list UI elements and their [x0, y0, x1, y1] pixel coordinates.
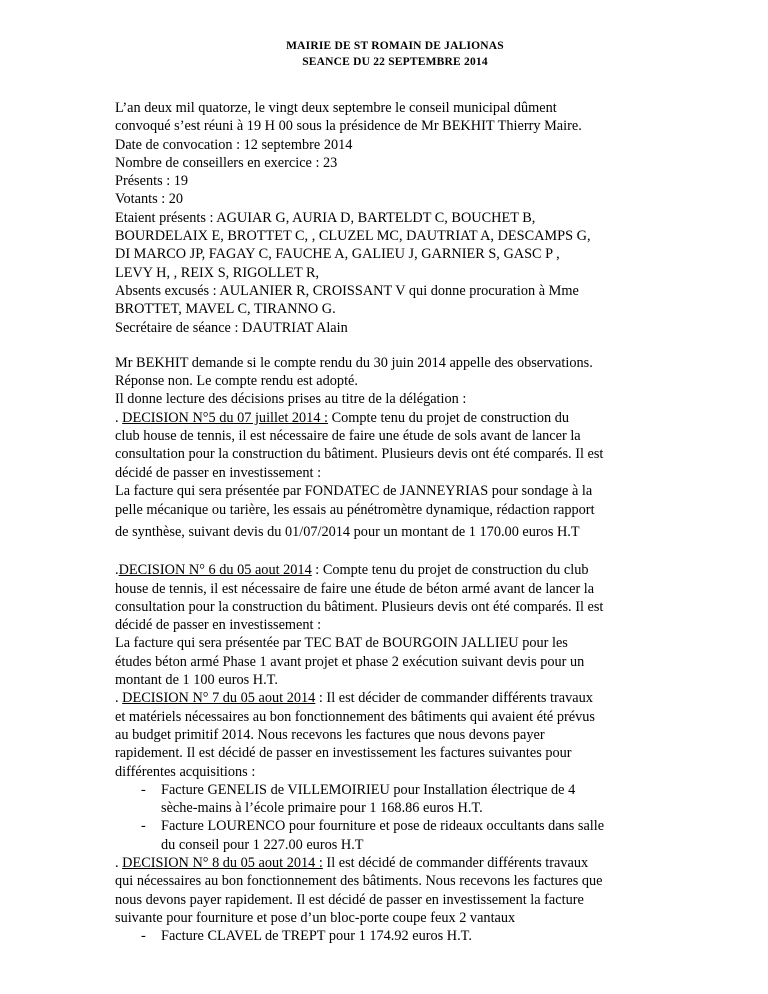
text-line: études béton armé Phase 1 avant projet et phase 2 exécution suivant devis pour un	[115, 653, 585, 670]
text-line: pelle mécanique ou tarière, les essais au pénétromètre dynamique, rédaction rapport	[115, 502, 595, 519]
text-line: L’an deux mil quatorze, le vingt deux septembre le conseil municipal dûment	[115, 100, 557, 116]
decision-6-first-line: .DECISION N° 6 du 05 aout 2014 : Compte tenu du projet de construction du club	[115, 562, 589, 579]
text-line: Etaient présents : AGUIAR G, AURIA D, BARTELDT C, BOUCHET B,	[115, 209, 536, 226]
list-item	[141, 781, 675, 818]
text-line: Mr BEKHIT demande si le compte rendu du 30 juin 2014 appelle des observations.	[115, 354, 593, 371]
list-item	[141, 927, 675, 945]
text-line: décidé de passer en investissement :	[115, 464, 322, 481]
dash-bullet: -	[141, 928, 146, 945]
text-line: du conseil pour 1 227.00 euros H.T	[161, 836, 364, 853]
text-line: décidé de passer en investissement :	[115, 617, 322, 634]
header-title: MAIRIE DE ST ROMAIN DE JALIONAS	[286, 40, 504, 52]
text-line: BROTTET, MAVEL C, TIRANNO G.	[115, 301, 336, 318]
document-page	[115, 38, 675, 945]
text-line: LEVY H, , REIX S, RIGOLLET R,	[115, 264, 320, 281]
text-line: et matériels nécessaires au bon fonctionnement des bâtiments qui avaient été prévus	[115, 708, 595, 725]
text-line: Secrétaire de séance : DAUTRIAT Alain	[115, 319, 348, 336]
dash-bullet: -	[141, 781, 146, 798]
decision-7-title: DECISION N° 7 du 05 aout 2014	[122, 690, 316, 707]
text-line: La facture qui sera présentée par FONDATEC de JANNEYRIAS pour sondage à la	[115, 482, 593, 499]
text-line: consultation pour la construction du bâtiment. Plusieurs devis ont été comparés. Il est	[115, 446, 604, 463]
decision-7	[115, 689, 675, 854]
text-line: suivante pour fourniture et pose d’un bloc-porte coupe feux 2 vantaux	[115, 909, 516, 926]
text-line: house de tennis, il est nécessaire de faire une étude de béton armé avant de lancer la	[115, 580, 595, 597]
dash-bullet: -	[141, 818, 146, 835]
text-line: Facture GENELIS de VILLEMOIRIEU pour Installation électrique de 4	[161, 781, 576, 798]
text-line: BOURDELAIX E, BROTTET C, , CLUZEL MC, DAUTRIAT A, DESCAMPS G,	[115, 228, 591, 245]
text-line: rapidement. Il est décidé de passer en investissement les factures suivantes pour	[115, 745, 572, 762]
text-line: La facture qui sera présentée par TEC BAT de BOURGOIN JALLIEU pour les	[115, 635, 568, 652]
approval-paragraph	[115, 354, 675, 409]
text-line: Nombre de conseillers en exercice : 23	[115, 154, 338, 171]
decision-5-title: DECISION N°5 du 07 juillet 2014 :	[122, 409, 329, 426]
text-line: Date de convocation : 12 septembre 2014	[115, 136, 353, 153]
decision-7-invoice-list	[115, 781, 675, 854]
decision-8	[115, 854, 675, 945]
text-line: sèche-mains à l’école primaire pour 1 168.86 euros H.T.	[161, 800, 483, 817]
text-line: convoqué s’est réuni à 19 H 00 sous la présidence de Mr BEKHIT Thierry Maire.	[115, 118, 582, 135]
header-session-date: SEANCE DU 22 SEPTEMBRE 2014	[302, 56, 488, 68]
list-item	[141, 817, 675, 854]
text-line: Absents excusés : AULANIER R, CROISSANT V qui donne procuration à Mme	[115, 282, 579, 299]
text-line: de synthèse, suivant devis du 01/07/2014 pour un montant de 1 170.00 euros H.T	[115, 523, 580, 540]
text-line: nous devons payer rapidement. Il est décidé de passer en investissement la facture	[115, 891, 584, 908]
decision-8-invoice-list	[115, 927, 675, 945]
decision-8-first-line: . DECISION N° 8 du 05 aout 2014 : Il est décidé de commander différents travaux	[115, 854, 589, 871]
text-line: montant de 1 100 euros H.T.	[115, 672, 278, 689]
text-line: Votants : 20	[115, 191, 184, 208]
text-line: club house de tennis, il est nécessaire de faire une étude de sols avant de lancer la	[115, 428, 581, 445]
text-line: Présents : 19	[115, 173, 189, 190]
text-line: DI MARCO JP, FAGAY C, FAUCHE A, GALIEU J, GARNIER S, GASC P ,	[115, 246, 560, 263]
decision-6	[115, 561, 675, 689]
text-line: Réponse non. Le compte rendu est adopté.	[115, 373, 358, 390]
text-line: au budget primitif 2014. Nous recevons les factures que nous devons payer	[115, 726, 545, 743]
text-line: Facture CLAVEL de TREPT pour 1 174.92 euros H.T.	[161, 928, 472, 945]
decision-5-first-line: . DECISION N°5 du 07 juillet 2014 : Compte tenu du projet de construction du	[115, 409, 570, 426]
text-line: Il donne lecture des décisions prises au titre de la délégation :	[115, 391, 467, 408]
document-header	[115, 38, 675, 70]
decision-7-first-line: . DECISION N° 7 du 05 aout 2014 : Il est décider de commander différents travaux	[115, 690, 593, 707]
text-line: consultation pour la construction du bâtiment. Plusieurs devis ont été comparés. Il est	[115, 598, 604, 615]
text-line: Facture LOURENCO pour fourniture et pose de rideaux occultants dans salle	[161, 818, 605, 835]
text-line: qui nécessaires au bon fonctionnement des bâtiments. Nous recevons les factures que	[115, 873, 603, 890]
decision-8-title: DECISION N° 8 du 05 aout 2014 :	[122, 854, 323, 871]
decision-6-title: DECISION N° 6 du 05 aout 2014	[118, 562, 312, 579]
intro-paragraph	[115, 99, 675, 337]
decision-5	[115, 409, 675, 543]
text-line: différentes acquisitions :	[115, 763, 256, 780]
